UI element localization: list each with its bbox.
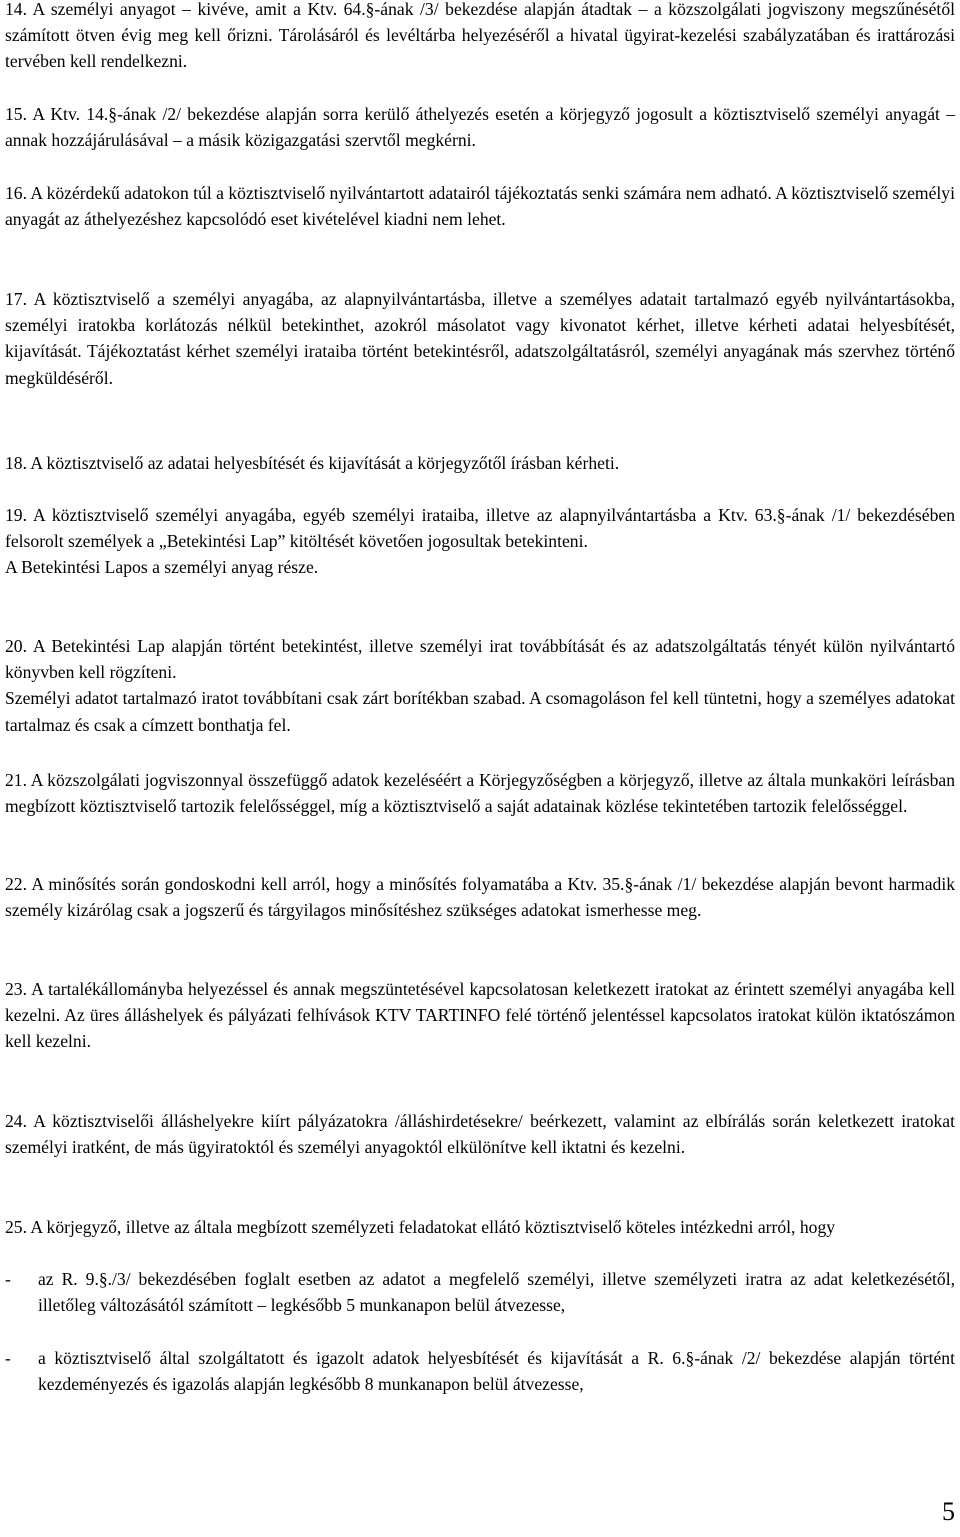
list-item-2: a köztisztviselő által szolgáltatott és igazolt adatok helyesbítését és kijavítását a R. 6.§-ának /2/ bekezdése alapján történt kezdeményezés és igazolás alapján legkésőbb 8 munkanapon belül átvezesse, xyxy=(38,1348,955,1395)
paragraph-15 xyxy=(5,101,955,153)
paragraph-14-text: 14. A személyi anyagot – kivéve, amit a Ktv. 64.§-ának /3/ bekezdése alapján átadtak – a közszolgálati jogviszony megszűnésétől számított ötven évig meg kell őrizni. Tárolásáról és levéltárba helyezéséről a hivatal ügyirat-kezelési szabályzatában és irattározási tervében kell rendelkezni. xyxy=(5,0,955,72)
paragraph-25-text: 25. A körjegyző, illetve az általa megbízott személyzeti feladatokat ellátó köztisztviselő köteles intézkedni arról, hogy xyxy=(5,1217,836,1237)
paragraph-18-text: 18. A köztisztviselő az adatai helyesbítését és kijavítását a körjegyzőtől írásban kérheti. xyxy=(5,453,620,473)
paragraph-16 xyxy=(5,180,955,232)
paragraph-19-note: A Betekintési Lapos a személyi anyag része. xyxy=(5,557,319,578)
paragraph-19-text: 19. A köztisztviselő személyi anyagába, egyéb személyi irataiba, illetve az alapnyilvántartásba a Ktv. 63.§-ának /1/ bekezdésében felsorolt személyek a „Betekintési Lap” kitöltését követően jogosultak betekinteni. xyxy=(5,505,955,552)
paragraph-22 xyxy=(5,871,955,923)
paragraph-23-text: 23. A tartalékállományba helyezéssel és annak megszüntetésével kapcsolatosan keletkezett iratokat az érintett személyi anyagába kell kezelni. Az üres álláshelyek és pályázati felhívások KTV TARTINFO felé történő jelentéssel kapcsolatos iratokat külön iktatószámon kell kezelni. xyxy=(5,979,955,1052)
paragraph-14 xyxy=(5,0,955,75)
paragraph-20-text: 20. A Betekintési Lap alapján történt betekintést, illetve személyi irat továbbítását és az adatszolgáltatás tényét külön nyilvántartó könyvben kell rögzíteni. xyxy=(5,636,955,683)
paragraph-20 xyxy=(5,633,955,738)
list-dash-1: - xyxy=(5,1269,11,1289)
paragraph-19 xyxy=(5,502,955,581)
paragraph-22-text: 22. A minősítés során gondoskodni kell arról, hogy a minősítés folyamatába a Ktv. 35.§-ának /1/ bekezdése alapján bevont harmadik személy kizárólag csak a jogszerű és tárgyilagos minősítéshez szükséges adatokat ismerhesse meg. xyxy=(5,874,955,921)
paragraph-24 xyxy=(5,1108,955,1160)
list-item-1: az R. 9.§./3/ bekezdésében foglalt esetben az adatot a megfelelő személyi, illetve személyzeti iratra az adat keletkezésétől, illetőleg változásától számított – legkésőbb 5 munkanapon belül átvezesse, xyxy=(38,1269,955,1316)
paragraph-18 xyxy=(5,450,955,476)
paragraph-23 xyxy=(5,976,955,1055)
paragraph-24-text: 24. A köztisztviselői álláshelyekre kiírt pályázatokra /álláshirdetésekre/ beérkezett, valamint az elbírálás során keletkezett iratokat személyi iratként, de más ügyiratoktól és személyi anyagoktól elkülönítve kell iktatni és kezelni. xyxy=(5,1111,955,1158)
paragraph-15-text: 15. A Ktv. 14.§-ának /2/ bekezdése alapján sorra kerülő áthelyezés esetén a körjegyző jogosult a köztisztviselő személyi anyagát – annak hozzájárulásával – a másik közigazgatási szervtől megkérni. xyxy=(5,104,955,151)
paragraph-25 xyxy=(5,1214,955,1240)
list-dash-2: - xyxy=(5,1348,11,1368)
paragraph-17-text: 17. A köztisztviselő a személyi anyagába, az alapnyilvántartásba, illetve a személyes adatait tartalmazó egyéb nyilvántartásokba, személyi iratokba korlátozás nélkül betekinthet, azokról másolatot vagy kivonatot kérhet, illetve kérheti adatai helyesbítését, kijavítását. Tájékoztatást kérhet személyi irataiba történt betekintésről, adatszolgáltatásról, személyi anyagának más szervhez történő megküldéséről. xyxy=(5,289,955,388)
paragraph-21 xyxy=(5,767,955,819)
paragraph-16-text: 16. A közérdekű adatokon túl a köztisztviselő nyilvántartott adatairól tájékoztatás senki számára nem adható. A köztisztviselő személyi anyagát az áthelyezéshez kapcsolódó eset kivételével kiadni nem lehet. xyxy=(5,183,955,230)
paragraph-17 xyxy=(5,286,955,391)
page-number: 5 xyxy=(942,1497,955,1526)
paragraph-20-note: Személyi adatot tartalmazó iratot továbbítani csak zárt borítékban szabad. A csomagoláson fel kell tüntetni, hogy a személyes adatokat tartalmaz és csak a címzett bonthatja fel. xyxy=(5,688,955,735)
paragraph-21-text: 21. A közszolgálati jogviszonnyal összefüggő adatok kezeléséért a Körjegyzőségben a körjegyző, illetve az általa munkaköri leírásban megbízott köztisztviselő tartozik felelősséggel, míg a köztisztviselő a saját adatainak közlése tekintetében tartozik felelősséggel. xyxy=(5,770,955,817)
